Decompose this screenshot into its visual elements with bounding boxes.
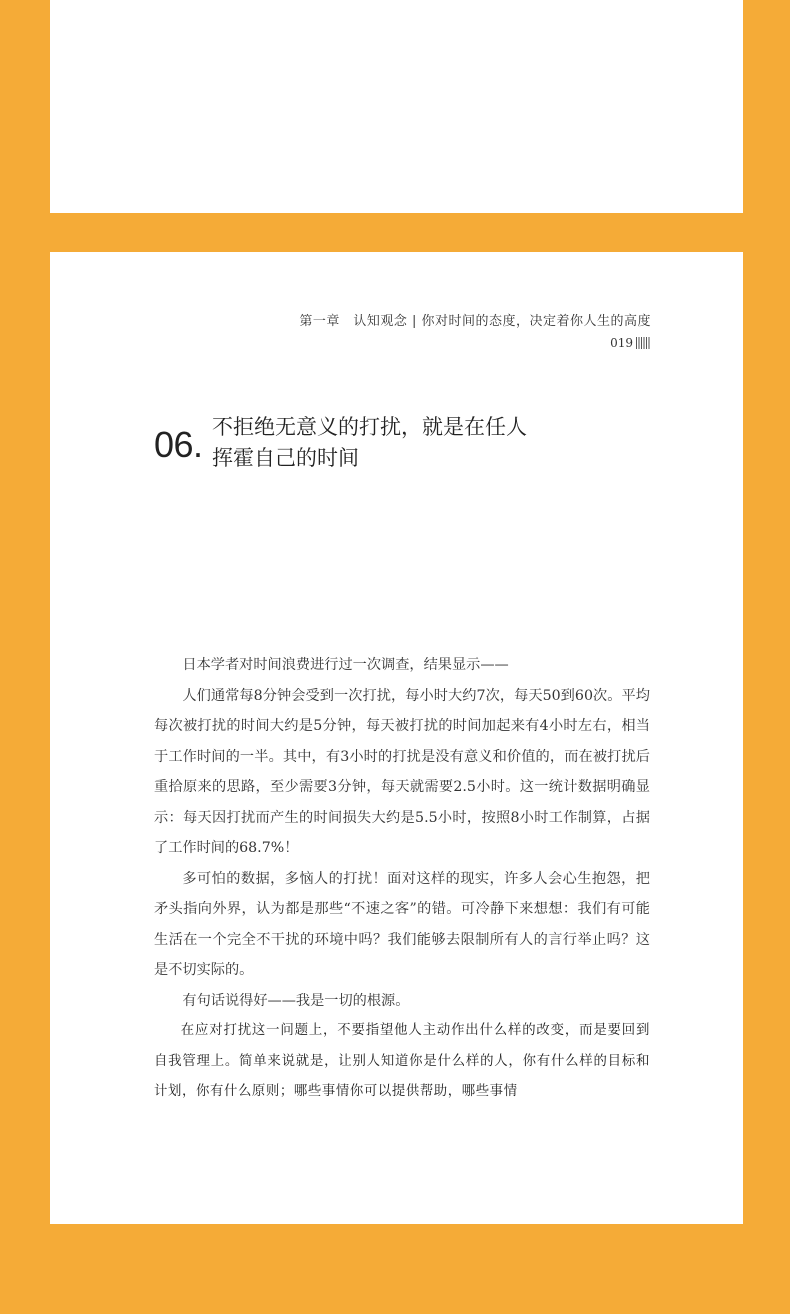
page-number: 019 bbox=[610, 336, 633, 350]
chapter-title-line-2: 挥霍自己的时间 bbox=[212, 446, 359, 470]
chapter-title bbox=[212, 412, 532, 474]
chapter-title-line-1: 不拒绝无意义的打扰，就是在任人 bbox=[212, 415, 527, 439]
paragraph-1: 日本学者对时间浪费进行过一次调查，结果显示—— bbox=[182, 657, 509, 673]
book-page bbox=[50, 252, 743, 1224]
running-header: 第一章 认知观念 | 你对时间的态度，决定着你人生的高度 bbox=[299, 314, 651, 329]
previous-page-bottom bbox=[50, 0, 743, 213]
page-number-row bbox=[610, 336, 651, 350]
body-text bbox=[154, 650, 650, 1108]
paragraph-2: 人们通常每8分钟会受到一次打扰，每小时大约7次，每天50到60次。平均每次被打扰的时间大约是5分钟，每天被打扰的时间加起来有4小时左右，相当于工作时间的一半。其中，有3小时的打扰是没有意义和价值的，而在被打扰后重拾原来的思路，至少需要3分钟，每天就需要2.5小时。这一统计数据明确显示：每天因打扰而产生的时间损失大约是5.5小时，按照8小时工作制算，占据了工作时间的68.7%！ bbox=[154, 687, 650, 856]
chapter-number: 06. bbox=[154, 424, 203, 465]
paragraph-3: 多可怕的数据，多恼人的打扰！面对这样的现实，许多人会心生抱怨，把矛头指向外界，认为都是那些“不速之客”的错。可冷静下来想想：我们有可能生活在一个完全不干扰的环境中吗？我们能够去限制所有人的言行举止吗？这是不切实际的。 bbox=[154, 870, 650, 978]
paragraph-5: 在应对打扰这一问题上，不要指望他人主动作出什么样的改变，而是要回到自我管理上。简单来说就是，让别人知道你是什么样的人，你有什么样的目标和计划，你有什么原则；哪些事情你可以提供帮助，哪些事情 bbox=[154, 1023, 650, 1099]
page-edge-marks bbox=[636, 337, 651, 349]
paragraph-4: 有句话说得好——我是一切的根源。 bbox=[182, 992, 410, 1009]
